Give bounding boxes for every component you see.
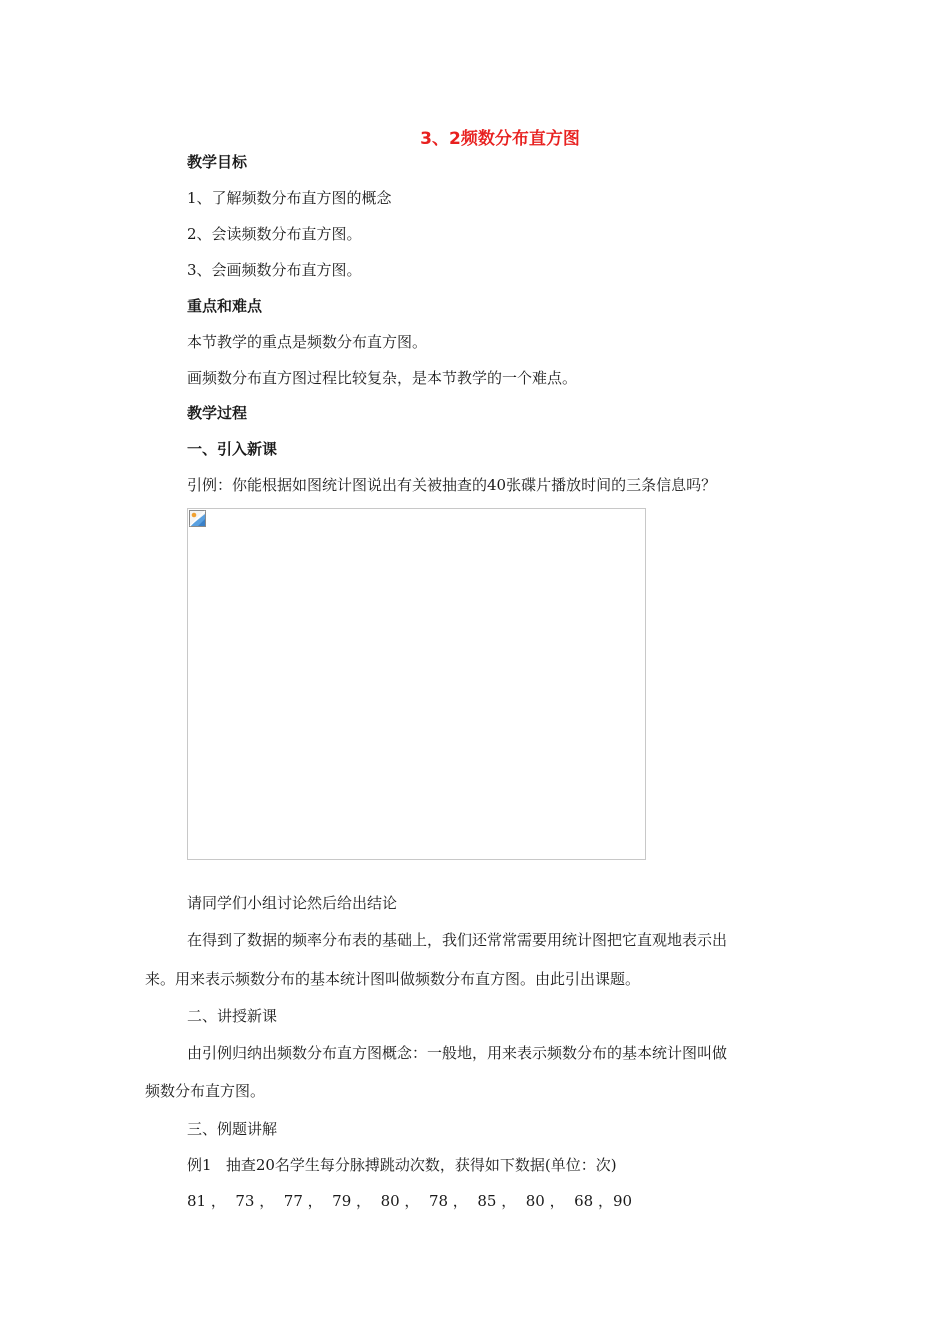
objectives-heading: 教学目标 [187, 153, 248, 171]
objective-item-2: 2、会读频数分布直方图。 [187, 225, 362, 243]
section3-heading: 三、例题讲解 [187, 1120, 278, 1138]
discussion-text: 请同学们小组讨论然后给出结论 [187, 894, 398, 912]
broken-image-icon [189, 510, 206, 527]
document-title: 3、2频数分布直方图 [420, 129, 580, 149]
data-row: 81 ， 73 ， 77 ， 79 ， 80 ， 78 ， 85 ， 80 ， 68 ，90 [187, 1192, 633, 1210]
process-heading: 教学过程 [187, 404, 248, 422]
section2-heading: 二、讲授新课 [187, 1007, 278, 1025]
key-point-2: 画频数分布直方图过程比较复杂，是本节教学的一个难点。 [187, 369, 578, 387]
paragraph1-line2: 来。用来表示频数分布的基本统计图叫做频数分布直方图。由此引出课题。 [145, 970, 641, 988]
objective-item-1: 1、了解频数分布直方图的概念 [187, 189, 392, 207]
section1-heading: 一、引入新课 [187, 440, 278, 458]
figure-placeholder [187, 508, 646, 860]
key-points-heading: 重点和难点 [187, 297, 263, 315]
paragraph2-line1: 由引例归纳出频数分布直方图概念：一般地，用来表示频数分布的基本统计图叫做 [187, 1044, 728, 1062]
intro-example: 引例：你能根据如图统计图说出有关被抽查的40张碟片播放时间的三条信息吗？ [187, 476, 717, 494]
example1-text: 例1 抽查20名学生每分脉搏跳动次数，获得如下数据(单位：次) [187, 1156, 617, 1174]
paragraph2-line2: 频数分布直方图。 [145, 1082, 266, 1100]
paragraph1-line1: 在得到了数据的频率分布表的基础上，我们还常常需要用统计图把它直观地表示出 [187, 931, 728, 949]
key-point-1: 本节教学的重点是频数分布直方图。 [187, 333, 428, 351]
objective-item-3: 3、会画频数分布直方图。 [187, 261, 362, 279]
